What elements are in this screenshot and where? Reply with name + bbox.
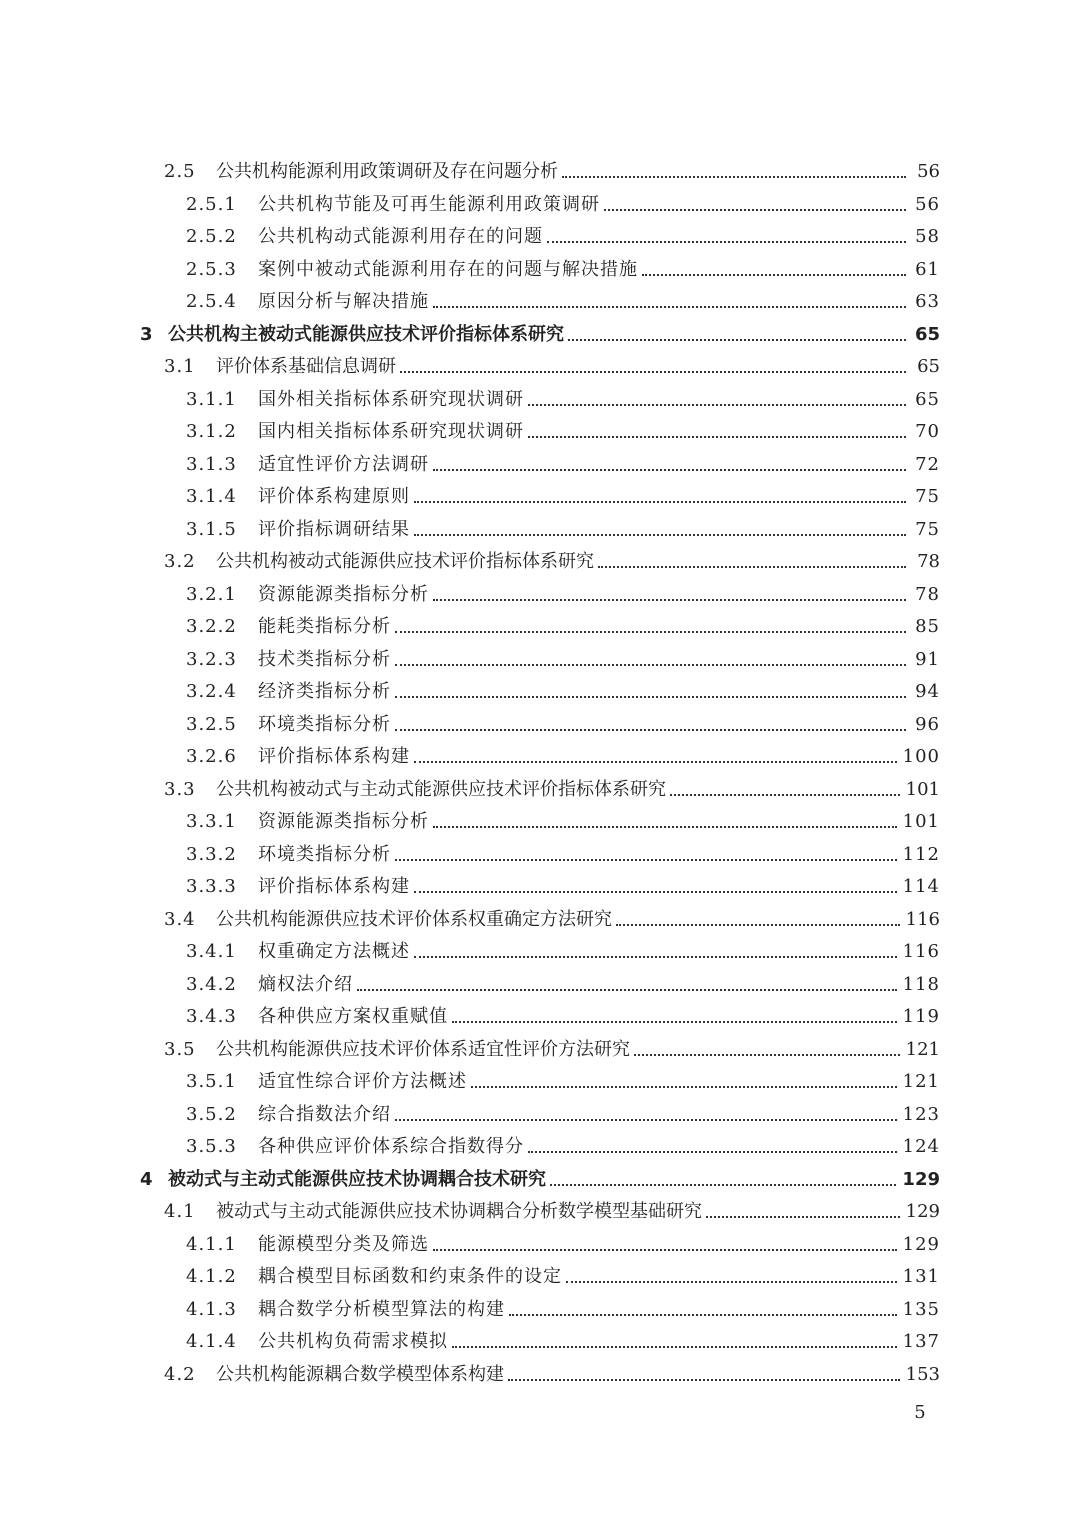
toc-entry-title: 原因分析与解决措施 xyxy=(258,291,429,312)
toc-entry[interactable] xyxy=(140,417,940,450)
dot-leader xyxy=(642,274,906,276)
toc-entry-number: 3.4.2 xyxy=(186,973,237,995)
toc-entry-number: 3.5.1 xyxy=(186,1071,237,1092)
toc-entry[interactable] xyxy=(140,1035,940,1068)
toc-entry-page: 114 xyxy=(902,876,940,897)
toc-entry-number: 3.2 xyxy=(164,551,196,572)
toc-entry[interactable] xyxy=(140,677,940,710)
toc-entry[interactable] xyxy=(140,1197,940,1230)
dot-leader xyxy=(528,404,906,406)
toc-entry-title: 公共机构能源利用政策调研及存在问题分析 xyxy=(216,161,558,182)
toc-entry[interactable] xyxy=(140,1262,940,1295)
toc-entry-title: 各种供应评价体系综合指数得分 xyxy=(258,1136,524,1157)
toc-entry-number: 4.1 xyxy=(164,1201,196,1222)
toc-entry-title: 熵权法介绍 xyxy=(258,973,353,995)
dot-leader xyxy=(634,1054,900,1056)
toc-entry-title: 公共机构被动式与主动式能源供应技术评价指标体系研究 xyxy=(216,778,666,800)
toc-entry-page: 70 xyxy=(915,421,940,442)
toc-entry-title: 能耗类指标分析 xyxy=(258,616,391,637)
dot-leader xyxy=(670,794,900,796)
toc-entry-title: 环境类指标分析 xyxy=(258,843,391,865)
toc-entry-page: 75 xyxy=(915,486,940,507)
toc-entry-number: 3.3.3 xyxy=(186,876,237,897)
toc-entry-title: 被动式与主动式能源供应技术协调耦合技术研究 xyxy=(168,1168,546,1190)
toc-entry-page: 124 xyxy=(902,1136,940,1157)
toc-entry[interactable] xyxy=(140,645,940,678)
toc-entry-page: 112 xyxy=(902,843,940,865)
dot-leader xyxy=(509,1314,897,1316)
toc-entry-number: 2.5.1 xyxy=(186,193,237,215)
toc-entry-title: 评价指标体系构建 xyxy=(258,746,410,767)
dot-leader xyxy=(395,631,906,633)
toc-entry-page: 101 xyxy=(902,811,940,832)
toc-entry-page: 121 xyxy=(902,1071,940,1092)
toc-entry-number: 3.2.6 xyxy=(186,746,237,767)
toc-entry-title: 评价体系基础信息调研 xyxy=(216,356,396,377)
dot-leader xyxy=(528,1151,897,1153)
dot-leader xyxy=(562,176,906,178)
toc-entry-page: 137 xyxy=(902,1331,940,1352)
toc-entry[interactable] xyxy=(140,580,940,613)
dot-leader xyxy=(433,1249,897,1251)
toc-entry-title: 评价指标调研结果 xyxy=(258,518,410,540)
dot-leader xyxy=(395,696,906,698)
toc-entry-page: 119 xyxy=(902,1006,940,1027)
toc-entry-page: 91 xyxy=(915,648,940,670)
dot-leader xyxy=(471,1086,897,1088)
toc-entry-title: 被动式与主动式能源供应技术协调耦合分析数学模型基础研究 xyxy=(216,1201,702,1222)
toc-entry-title: 公共机构能源供应技术评价体系适宜性评价方法研究 xyxy=(216,1038,630,1060)
toc-entry-title: 公共机构节能及可再生能源利用政策调研 xyxy=(258,193,600,215)
toc-entry-number: 3.3.1 xyxy=(186,811,237,832)
toc-entry[interactable] xyxy=(140,1230,940,1263)
toc-entry-number: 4.1.3 xyxy=(186,1298,237,1320)
toc-entry-number: 3.2.1 xyxy=(186,583,237,605)
toc-entry[interactable] xyxy=(140,840,940,873)
toc-entry-page: 85 xyxy=(915,616,940,637)
toc-entry-number: 3.1.4 xyxy=(186,486,237,507)
toc-entry[interactable] xyxy=(140,1132,940,1165)
toc-entry-page: 123 xyxy=(902,1103,940,1125)
dot-leader xyxy=(566,1281,897,1283)
toc-entry[interactable] xyxy=(140,1295,940,1328)
toc-entry[interactable] xyxy=(140,1327,940,1360)
toc-entry-number: 3.4.1 xyxy=(186,941,237,962)
toc-entry-page: 65 xyxy=(917,356,940,377)
toc-entry-title: 案例中被动式能源利用存在的问题与解决措施 xyxy=(258,258,638,280)
toc-entry-page: 116 xyxy=(905,908,940,930)
toc-entry-number: 2.5.2 xyxy=(186,226,237,247)
toc-entry-title: 能源模型分类及筛选 xyxy=(258,1233,429,1255)
dot-leader xyxy=(433,306,906,308)
toc-entry-page: 65 xyxy=(914,323,940,345)
dot-leader xyxy=(414,761,897,763)
toc-entry-number: 3.3.2 xyxy=(186,843,237,865)
toc-entry-number: 3.2.3 xyxy=(186,648,237,670)
dot-leader xyxy=(547,241,906,243)
toc-entry-page: 61 xyxy=(915,258,940,280)
toc-entry-title: 适宜性综合评价方法概述 xyxy=(258,1071,467,1092)
toc-entry-title: 公共机构能源供应技术评价体系权重确定方法研究 xyxy=(216,908,612,930)
toc-entry-number: 4 xyxy=(140,1168,153,1190)
toc-entry-page: 116 xyxy=(902,941,940,962)
dot-leader xyxy=(414,891,897,893)
dot-leader xyxy=(598,566,906,568)
toc-entry-title: 公共机构能源耦合数学模型体系构建 xyxy=(216,1363,504,1385)
toc-entry[interactable] xyxy=(140,970,940,1003)
toc-entry[interactable] xyxy=(140,482,940,515)
toc-entry-number: 3.1.2 xyxy=(186,421,237,442)
toc-entry-number: 2.5 xyxy=(164,161,196,182)
toc-entry[interactable] xyxy=(140,742,940,775)
toc-entry[interactable] xyxy=(140,807,940,840)
toc-entry[interactable] xyxy=(140,872,940,905)
toc-entry[interactable] xyxy=(140,775,940,808)
toc-entry-number: 3.1.3 xyxy=(186,453,237,475)
toc-entry[interactable] xyxy=(140,1100,940,1133)
toc-entry[interactable] xyxy=(140,320,940,353)
toc-entry[interactable] xyxy=(140,352,940,385)
toc-entry-page: 131 xyxy=(902,1266,940,1287)
toc-entry-number: 3 xyxy=(140,323,153,345)
toc-entry-number: 3.1.5 xyxy=(186,518,237,540)
toc-entry-number: 3.4 xyxy=(164,908,196,930)
toc-entry-page: 129 xyxy=(902,1233,940,1255)
dot-leader xyxy=(395,664,906,666)
toc-entry-title: 资源能源类指标分析 xyxy=(258,811,429,832)
toc-entry-title: 各种供应方案权重赋值 xyxy=(258,1006,448,1027)
toc-entry-number: 3.4.3 xyxy=(186,1006,237,1027)
toc-entry-number: 4.2 xyxy=(164,1363,196,1385)
toc-entry-page: 72 xyxy=(915,453,940,475)
toc-entry[interactable] xyxy=(140,1002,940,1035)
toc-entry-page: 129 xyxy=(905,1201,940,1222)
dot-leader xyxy=(433,599,906,601)
table-of-contents xyxy=(140,157,940,1392)
dot-leader xyxy=(508,1379,900,1381)
toc-entry-number: 3.3 xyxy=(164,778,196,800)
dot-leader xyxy=(395,1119,897,1121)
toc-entry-title: 权重确定方法概述 xyxy=(258,941,410,962)
toc-entry-page: 100 xyxy=(902,746,940,767)
toc-entry-page: 118 xyxy=(902,973,940,995)
toc-entry[interactable] xyxy=(140,905,940,938)
dot-leader xyxy=(433,826,897,828)
dot-leader xyxy=(452,1346,897,1348)
dot-leader xyxy=(400,371,906,373)
toc-entry[interactable] xyxy=(140,255,940,288)
toc-entry[interactable] xyxy=(140,385,940,418)
toc-entry-page: 94 xyxy=(915,681,940,702)
dot-leader xyxy=(616,924,900,926)
toc-entry-page: 58 xyxy=(915,226,940,247)
toc-entry-page: 78 xyxy=(917,551,940,572)
dot-leader xyxy=(395,859,897,861)
toc-entry[interactable] xyxy=(140,450,940,483)
dot-leader xyxy=(414,534,906,536)
toc-entry[interactable] xyxy=(140,1067,940,1100)
toc-entry-number: 4.1.4 xyxy=(186,1331,237,1352)
toc-entry[interactable] xyxy=(140,222,940,255)
toc-entry[interactable] xyxy=(140,1360,940,1393)
toc-entry-title: 国外相关指标体系研究现状调研 xyxy=(258,388,524,410)
toc-entry-page: 56 xyxy=(915,193,940,215)
toc-entry-title: 环境类指标分析 xyxy=(258,713,391,735)
dot-leader xyxy=(395,729,906,731)
toc-entry[interactable] xyxy=(140,515,940,548)
dot-leader xyxy=(604,209,906,211)
toc-entry-number: 3.2.5 xyxy=(186,713,237,735)
dot-leader xyxy=(706,1216,900,1218)
toc-entry-title: 适宜性评价方法调研 xyxy=(258,453,429,475)
toc-entry[interactable] xyxy=(140,612,940,645)
toc-entry-number: 3.2.2 xyxy=(186,616,237,637)
toc-entry[interactable] xyxy=(140,287,940,320)
toc-entry-number: 3.5 xyxy=(164,1038,196,1060)
toc-entry-number: 3.5.2 xyxy=(186,1103,237,1125)
toc-entry-number: 3.5.3 xyxy=(186,1136,237,1157)
toc-entry-title: 经济类指标分析 xyxy=(258,681,391,702)
toc-entry-title: 评价指标体系构建 xyxy=(258,876,410,897)
toc-entry-title: 耦合数学分析模型算法的构建 xyxy=(258,1298,505,1320)
toc-entry-number: 3.1.1 xyxy=(186,388,237,410)
dot-leader xyxy=(433,469,906,471)
toc-entry[interactable] xyxy=(140,1165,940,1198)
toc-entry-title: 综合指数法介绍 xyxy=(258,1103,391,1125)
toc-entry-title: 公共机构主被动式能源供应技术评价指标体系研究 xyxy=(168,323,564,345)
dot-leader xyxy=(452,1021,897,1023)
dot-leader xyxy=(528,436,906,438)
dot-leader xyxy=(550,1184,896,1186)
toc-entry-number: 4.1.2 xyxy=(186,1266,237,1287)
toc-entry[interactable] xyxy=(140,547,940,580)
toc-entry[interactable] xyxy=(140,190,940,223)
toc-entry-page: 129 xyxy=(902,1168,940,1190)
page-number: 5 xyxy=(914,1402,926,1423)
dot-leader xyxy=(568,339,906,341)
toc-entry-title: 技术类指标分析 xyxy=(258,648,391,670)
toc-entry[interactable] xyxy=(140,710,940,743)
toc-entry-page: 101 xyxy=(905,778,940,800)
toc-entry-title: 耦合模型目标函数和约束条件的设定 xyxy=(258,1266,562,1287)
toc-entry-number: 2.5.4 xyxy=(186,291,237,312)
dot-leader xyxy=(414,956,897,958)
toc-entry-page: 121 xyxy=(905,1038,940,1060)
toc-entry[interactable] xyxy=(140,937,940,970)
toc-entry-number: 4.1.1 xyxy=(186,1233,237,1255)
toc-entry-title: 公共机构动式能源利用存在的问题 xyxy=(258,226,543,247)
toc-entry-page: 75 xyxy=(915,518,940,540)
toc-entry-page: 135 xyxy=(902,1298,940,1320)
toc-entry-title: 国内相关指标体系研究现状调研 xyxy=(258,421,524,442)
toc-entry-number: 3.2.4 xyxy=(186,681,237,702)
toc-entry-title: 资源能源类指标分析 xyxy=(258,583,429,605)
toc-entry-number: 2.5.3 xyxy=(186,258,237,280)
toc-entry-page: 56 xyxy=(917,161,940,182)
toc-entry-page: 78 xyxy=(915,583,940,605)
toc-entry-page: 65 xyxy=(915,388,940,410)
toc-entry-page: 153 xyxy=(905,1363,940,1385)
toc-entry[interactable] xyxy=(140,157,940,190)
toc-entry-title: 公共机构被动式能源供应技术评价指标体系研究 xyxy=(216,551,594,572)
toc-entry-title: 评价体系构建原则 xyxy=(258,486,410,507)
toc-entry-page: 96 xyxy=(915,713,940,735)
toc-entry-number: 3.1 xyxy=(164,356,196,377)
dot-leader xyxy=(357,989,897,991)
toc-entry-page: 63 xyxy=(915,291,940,312)
toc-entry-title: 公共机构负荷需求模拟 xyxy=(258,1331,448,1352)
dot-leader xyxy=(414,501,906,503)
